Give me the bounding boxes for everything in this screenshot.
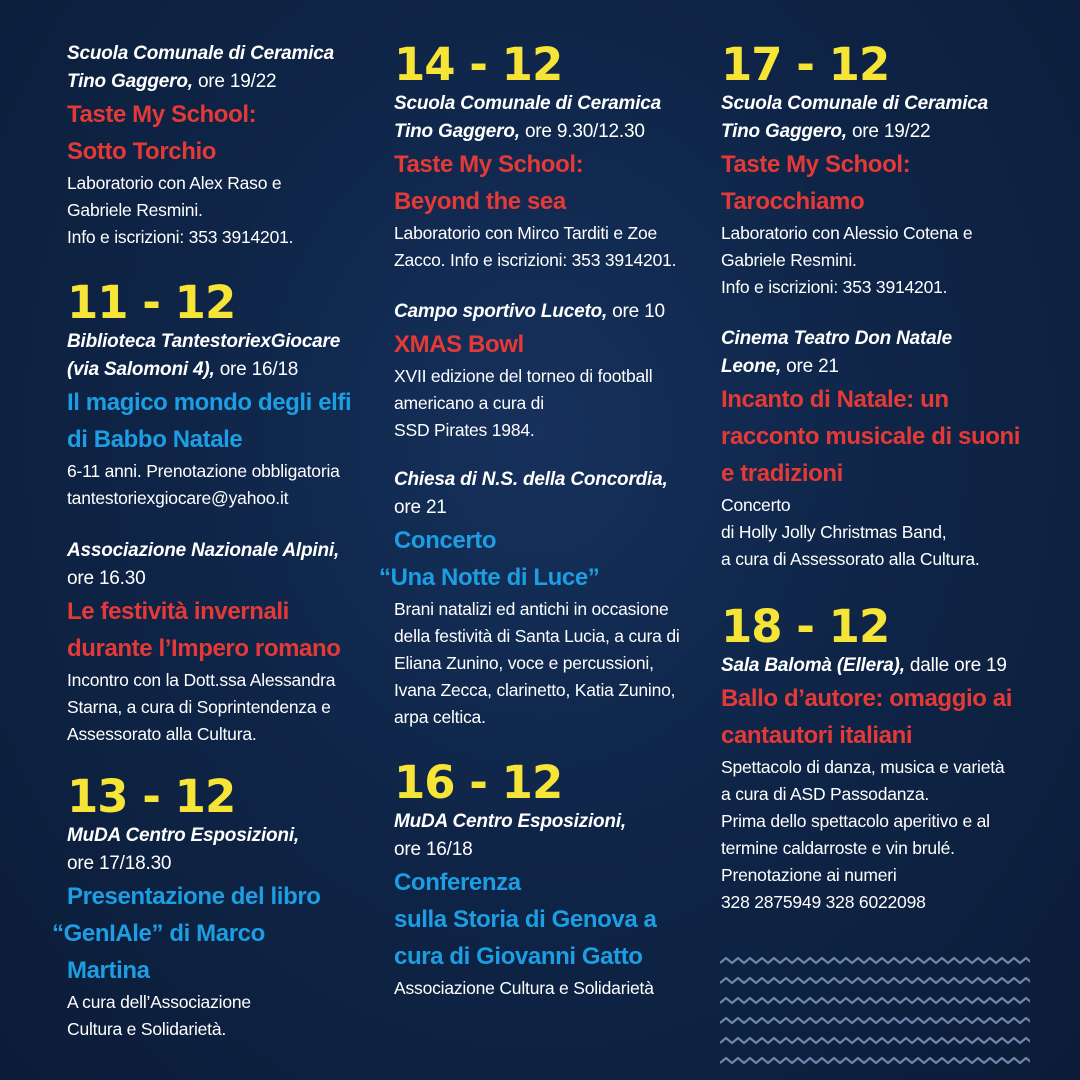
event-venue: Scuola Comunale di Ceramica Tino Gaggero, ore 19/22 [67,43,335,92]
day-11-12 [67,276,387,512]
date-heading: 18 - 12 [721,600,890,653]
event-description: Laboratorio con Mirco Tarditi e Zoe Zacco. Info e iscrizioni: 353 3914201. [394,223,677,270]
event-venue: Campo sportivo Luceto, ore 10 [394,301,665,322]
event-title: Il magico mondo degli elfi di Babbo Natale [67,389,352,453]
event-time: ore 17/18.30 [67,853,172,874]
event-time: ore 16/18 [394,839,473,860]
zigzag-row [720,1058,1030,1063]
event-title: Presentazione del libro “GenIAle” di Marco Martina [52,883,321,984]
zigzag-decoration-icon [720,955,1030,1075]
event-venue: MuDA Centro Esposizioni, ore 17/18.30 [67,822,387,878]
event-title: Incanto di Natale: un racconto musicale di suoni e tradizioni [721,386,1021,487]
date-heading: 11 - 12 [67,276,236,329]
event-venue: Chiesa di N.S. della Concordia, ore 21 [394,466,714,522]
day-18-12 [721,600,1041,916]
event-title: Conferenza sulla Storia di Genova a cura di Giovanni Gatto [394,869,657,970]
event-title: Taste My School: Beyond the sea [394,151,584,215]
event-description: Spettacolo di danza, musica e varietà a cura di ASD Passodanza. Prima dello spettacolo aperitivo e al termine caldarroste e vin brulé. Prenotazione ai numeri 328 2875949 328 6022098 [721,757,1005,912]
event-description: 6-11 anni. Prenotazione obbligatoria tantestoriexgiocare@yahoo.it [67,461,340,508]
day-14-12 [394,38,714,274]
event-ceramica-sotto-torchio [67,40,387,251]
date-heading: 17 - 12 [721,38,890,91]
zigzag-row [720,1018,1030,1023]
event-description: XVII edizione del torneo di football americano a cura di SSD Pirates 1984. [394,366,653,440]
event-festivita-invernali [67,537,387,748]
event-description: Laboratorio con Alex Raso e Gabriele Resmini. Info e iscrizioni: 353 3914201. [67,173,294,247]
event-title: Ballo d’autore: omaggio ai cantautori italiani [721,685,1012,749]
event-time: ore 21 [786,356,839,377]
event-time: ore 19/22 [197,71,277,92]
event-concerto-notte-di-luce [379,466,714,731]
event-time: ore 16/18 [219,359,299,380]
event-title: Taste My School: Sotto Torchio [67,101,257,165]
zigzag-row [720,978,1030,983]
date-heading: 14 - 12 [394,38,563,91]
event-venue: Scuola Comunale di Ceramica Tino Gaggero, ore 19/22 [721,93,989,142]
event-time: ore 21 [394,497,447,518]
event-description: A cura dell’Associazione Cultura e Solidarietà. [67,992,251,1039]
day-17-12 [721,38,1041,301]
day-16-12 [394,756,714,1002]
event-description: Concerto di Holly Jolly Christmas Band, a cura di Assessorato alla Cultura. [721,495,980,569]
day-13-12 [52,770,387,1043]
zigzag-row [720,998,1030,1003]
zigzag-row [720,1038,1030,1043]
date-heading: 13 - 12 [67,770,236,823]
event-title: XMAS Bowl [394,331,524,358]
zigzag-row [720,958,1030,963]
event-time: ore 16.30 [67,568,146,589]
event-description: Brani natalizi ed antichi in occasione della festività di Santa Lucia, a cura di Eliana Zunino, voce e percussioni, Ivana Zecca, clarinetto, Katia Zunino, arpa celtica. [394,599,680,727]
event-venue: Cinema Teatro Don Natale Leone, ore 21 [721,328,952,377]
date-heading: 16 - 12 [394,756,563,809]
event-xmas-bowl [394,298,714,444]
event-incanto-di-natale [721,325,1041,573]
event-venue: Associazione Nazionale Alpini, ore 16.30 [67,537,387,593]
event-description: Associazione Cultura e Solidarietà [394,978,654,998]
event-time: dalle ore 19 [909,655,1007,676]
event-title: Le festività invernali durante l’Impero romano [67,598,341,662]
event-time: ore 9.30/12.30 [524,121,645,142]
event-title: Concerto “Una Notte di Luce” [379,527,600,591]
event-description: Laboratorio con Alessio Cotena e Gabriele Resmini. Info e iscrizioni: 353 3914201. [721,223,973,297]
event-time: ore 19/22 [851,121,931,142]
event-time: ore 10 [612,301,665,322]
event-venue: Scuola Comunale di Ceramica Tino Gaggero, ore 9.30/12.30 [394,93,662,142]
event-venue: Sala Balomà (Ellera), dalle ore 19 [721,655,1007,676]
event-venue: MuDA Centro Esposizioni, ore 16/18 [394,808,714,864]
event-title: Taste My School: Tarocchiamo [721,151,911,215]
event-description: Incontro con la Dott.ssa Alessandra Starna, a cura di Soprintendenza e Assessorato alla Cultura. [67,670,336,744]
event-venue: Biblioteca TantestoriexGiocare (via Salomoni 4), ore 16/18 [67,331,341,380]
